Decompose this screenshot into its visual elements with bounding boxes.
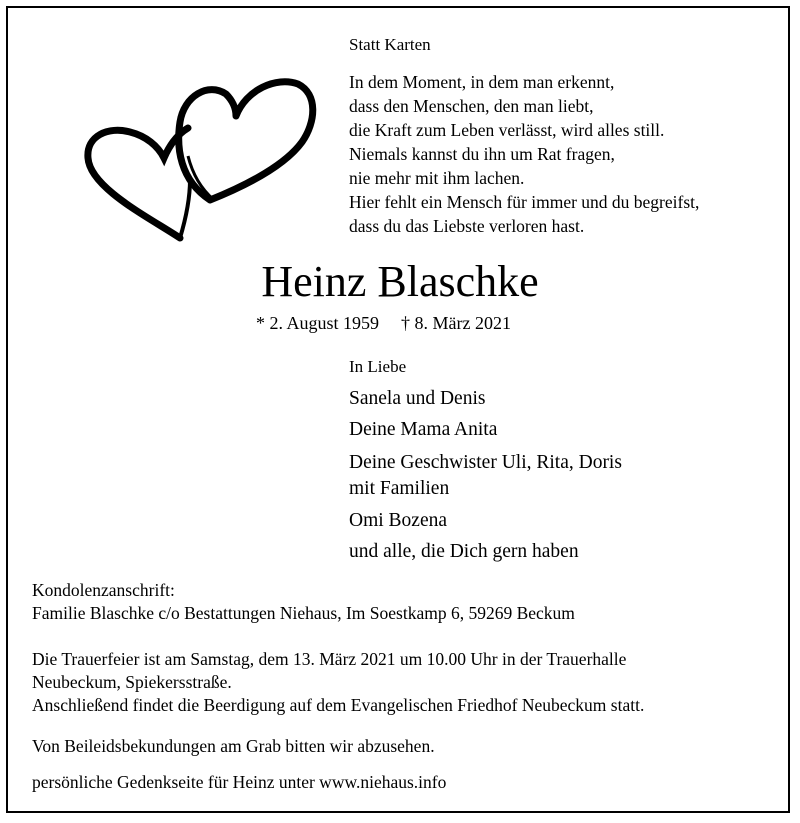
poem-line: nie mehr mit ihm lachen. [349, 168, 525, 188]
birth-date: * 2. August 1959 [256, 313, 380, 333]
statt-karten-label: Statt Karten [349, 35, 431, 54]
poem-line: dass den Menschen, den man liebt, [349, 96, 594, 116]
poem-line: In dem Moment, in dem man erkennt, [349, 72, 615, 92]
memorial-page-text: persönliche Gedenkseite für Heinz unter www.niehaus.info [32, 772, 447, 792]
funeral-line: Die Trauerfeier ist am Samstag, dem 13. März 2021 um 10.00 Uhr in der Trauerhalle [32, 649, 627, 669]
condolence-label: Kondolenzanschrift: [32, 580, 175, 600]
poem-line: Hier fehlt ein Mensch für immer und du begreifst, [349, 192, 700, 212]
mourner-line: und alle, die Dich gern haben [349, 541, 579, 562]
life-dates [256, 313, 511, 334]
mourner-line: Omi Bozena [349, 510, 448, 531]
funeral-line: Neubeckum, Spiekersstraße. [32, 672, 232, 692]
poem [349, 70, 699, 238]
obituary-notice [6, 6, 790, 813]
poem-line: Niemals kannst du ihn um Rat fragen, [349, 144, 615, 164]
condolence-address: Familie Blaschke c/o Bestattungen Niehaus, Im Soestkamp 6, 59269 Beckum [32, 603, 575, 623]
deceased-name: Heinz Blaschke [261, 257, 539, 306]
funeral-line: Anschließend findet die Beerdigung auf dem Evangelischen Friedhof Neubeckum statt. [32, 695, 645, 715]
poem-line: die Kraft zum Leben verlässt, wird alles still. [349, 120, 665, 140]
mourner-line: mit Familien [349, 478, 450, 499]
mourner-line: Sanela und Denis [349, 388, 486, 409]
two-hearts-icon [80, 68, 320, 246]
mourner-line: Deine Geschwister Uli, Rita, Doris [349, 452, 622, 473]
in-liebe-label: In Liebe [349, 357, 407, 376]
poem-line: dass du das Liebste verloren hast. [349, 216, 585, 236]
mourner-line: Deine Mama Anita [349, 419, 498, 440]
death-date: † 8. März 2021 [401, 313, 511, 333]
condolence-note: Von Beileidsbekundungen am Grab bitten wir abzusehen. [32, 736, 435, 756]
